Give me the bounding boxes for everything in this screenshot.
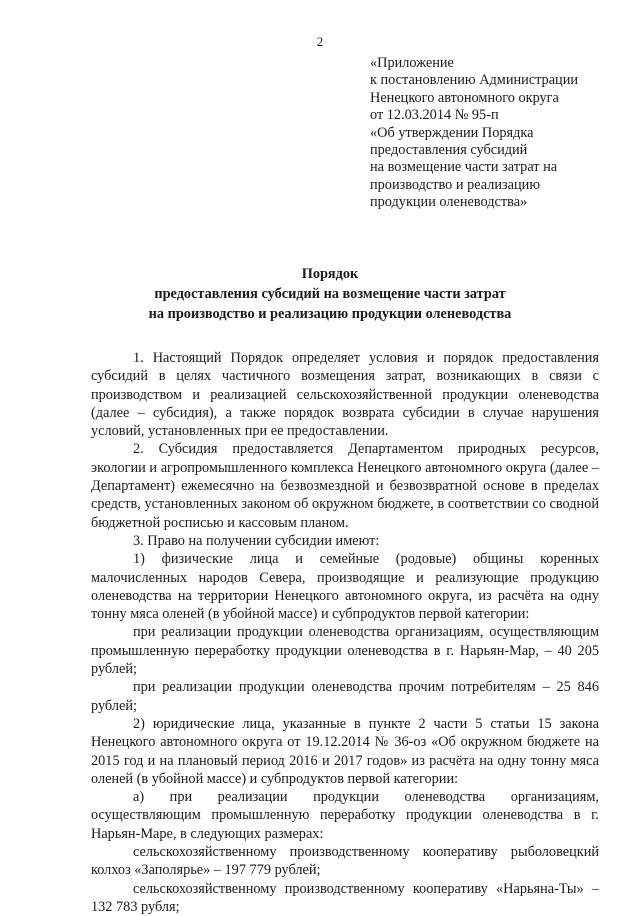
appendix-line: на возмещение части затрат на bbox=[370, 159, 558, 176]
appendix-line: «Об утверждении Порядка bbox=[370, 124, 534, 141]
page-number: 2 bbox=[316, 34, 324, 49]
appendix-line: продукции оленеводства» bbox=[370, 194, 528, 211]
appendix-line: производство и реализацию bbox=[370, 176, 541, 193]
appendix-line: от 12.03.2014 № 95-п bbox=[370, 107, 499, 124]
paragraph: 1. Настоящий Порядок определяет условия и порядок предоставления субсидий в целях частичного возмещения затрат, возникающих в связи с производством и реализацией сельскохозяйственной продукции оленеводства (далее – субсидия), а также порядок возврата субсидии в случае нарушения условий, установленных при ее предоставлении. bbox=[91, 350, 599, 440]
paragraph: 3. Право на получении субсидии имеют: bbox=[133, 532, 380, 549]
paragraph: сельскохозяйственному производственному кооперативу рыболовецкий колхоз «Заполярье» – 197 779 рублей; bbox=[91, 844, 599, 879]
appendix-line: «Приложение bbox=[370, 55, 454, 71]
document-body bbox=[91, 349, 599, 916]
appendix-line: Ненецкого автономного округа bbox=[370, 89, 559, 106]
paragraph: а) при реализации продукции оленеводства организациям, осуществляющим промышленную переработку продукции оленеводства в г. Нарьян-Маре, в следующих размерах: bbox=[91, 789, 599, 842]
appendix-line: предоставления субсидий bbox=[370, 142, 528, 159]
document-title bbox=[80, 264, 580, 324]
paragraph: 2. Субсидия предоставляется Департаментом природных ресурсов, экологии и агропромышленного комплекса Ненецкого автономного округа (далее – Департамент) ежемесячно на безвозмездной и безвозвратной основе в пределах средств, установленных законом об окружном бюджете, в соответствии со сводной бюджетной росписью и кассовым планом. bbox=[91, 441, 599, 531]
title-line: Порядок bbox=[301, 266, 359, 282]
paragraph: сельскохозяйственному производственному кооперативу «Нарьяна-Ты» – 132 783 рубля; bbox=[91, 880, 599, 915]
paragraph: 1) физические лица и семейные (родовые) общины коренных малочисленных народов Севера, производящие и реализующие продукцию оленеводства на территории Ненецкого автономного округа, из расчёта на одну тонну мяса оленей (в убойной массе) и субпродуктов первой категории: bbox=[91, 551, 599, 623]
appendix-line: к постановлению Администрации bbox=[370, 72, 579, 89]
paragraph: при реализации продукции оленеводства организациям, осуществляющим промышленную переработку продукции оленеводства в г. Нарьян-Мар, – 40 205 рублей; bbox=[91, 624, 599, 678]
paragraph: 2) юридические лица, указанные в пункте 2 части 5 статьи 15 закона Ненецкого автономного округа от 19.12.2014 № 36-оз «Об окружном бюджете на 2015 год и на плановый период 2016 и 2017 годов» из расчёта на одну тонну мяса оленей (в убойной массе) и субпродуктов первой категории: bbox=[91, 715, 599, 787]
title-line: предоставления субсидий на возмещение части затрат bbox=[154, 286, 506, 302]
paragraph: при реализации продукции оленеводства прочим потребителям – 25 846 рублей; bbox=[91, 679, 599, 714]
appendix-block bbox=[370, 55, 630, 212]
title-line: на производство и реализацию продукции оленеводства bbox=[148, 306, 512, 322]
